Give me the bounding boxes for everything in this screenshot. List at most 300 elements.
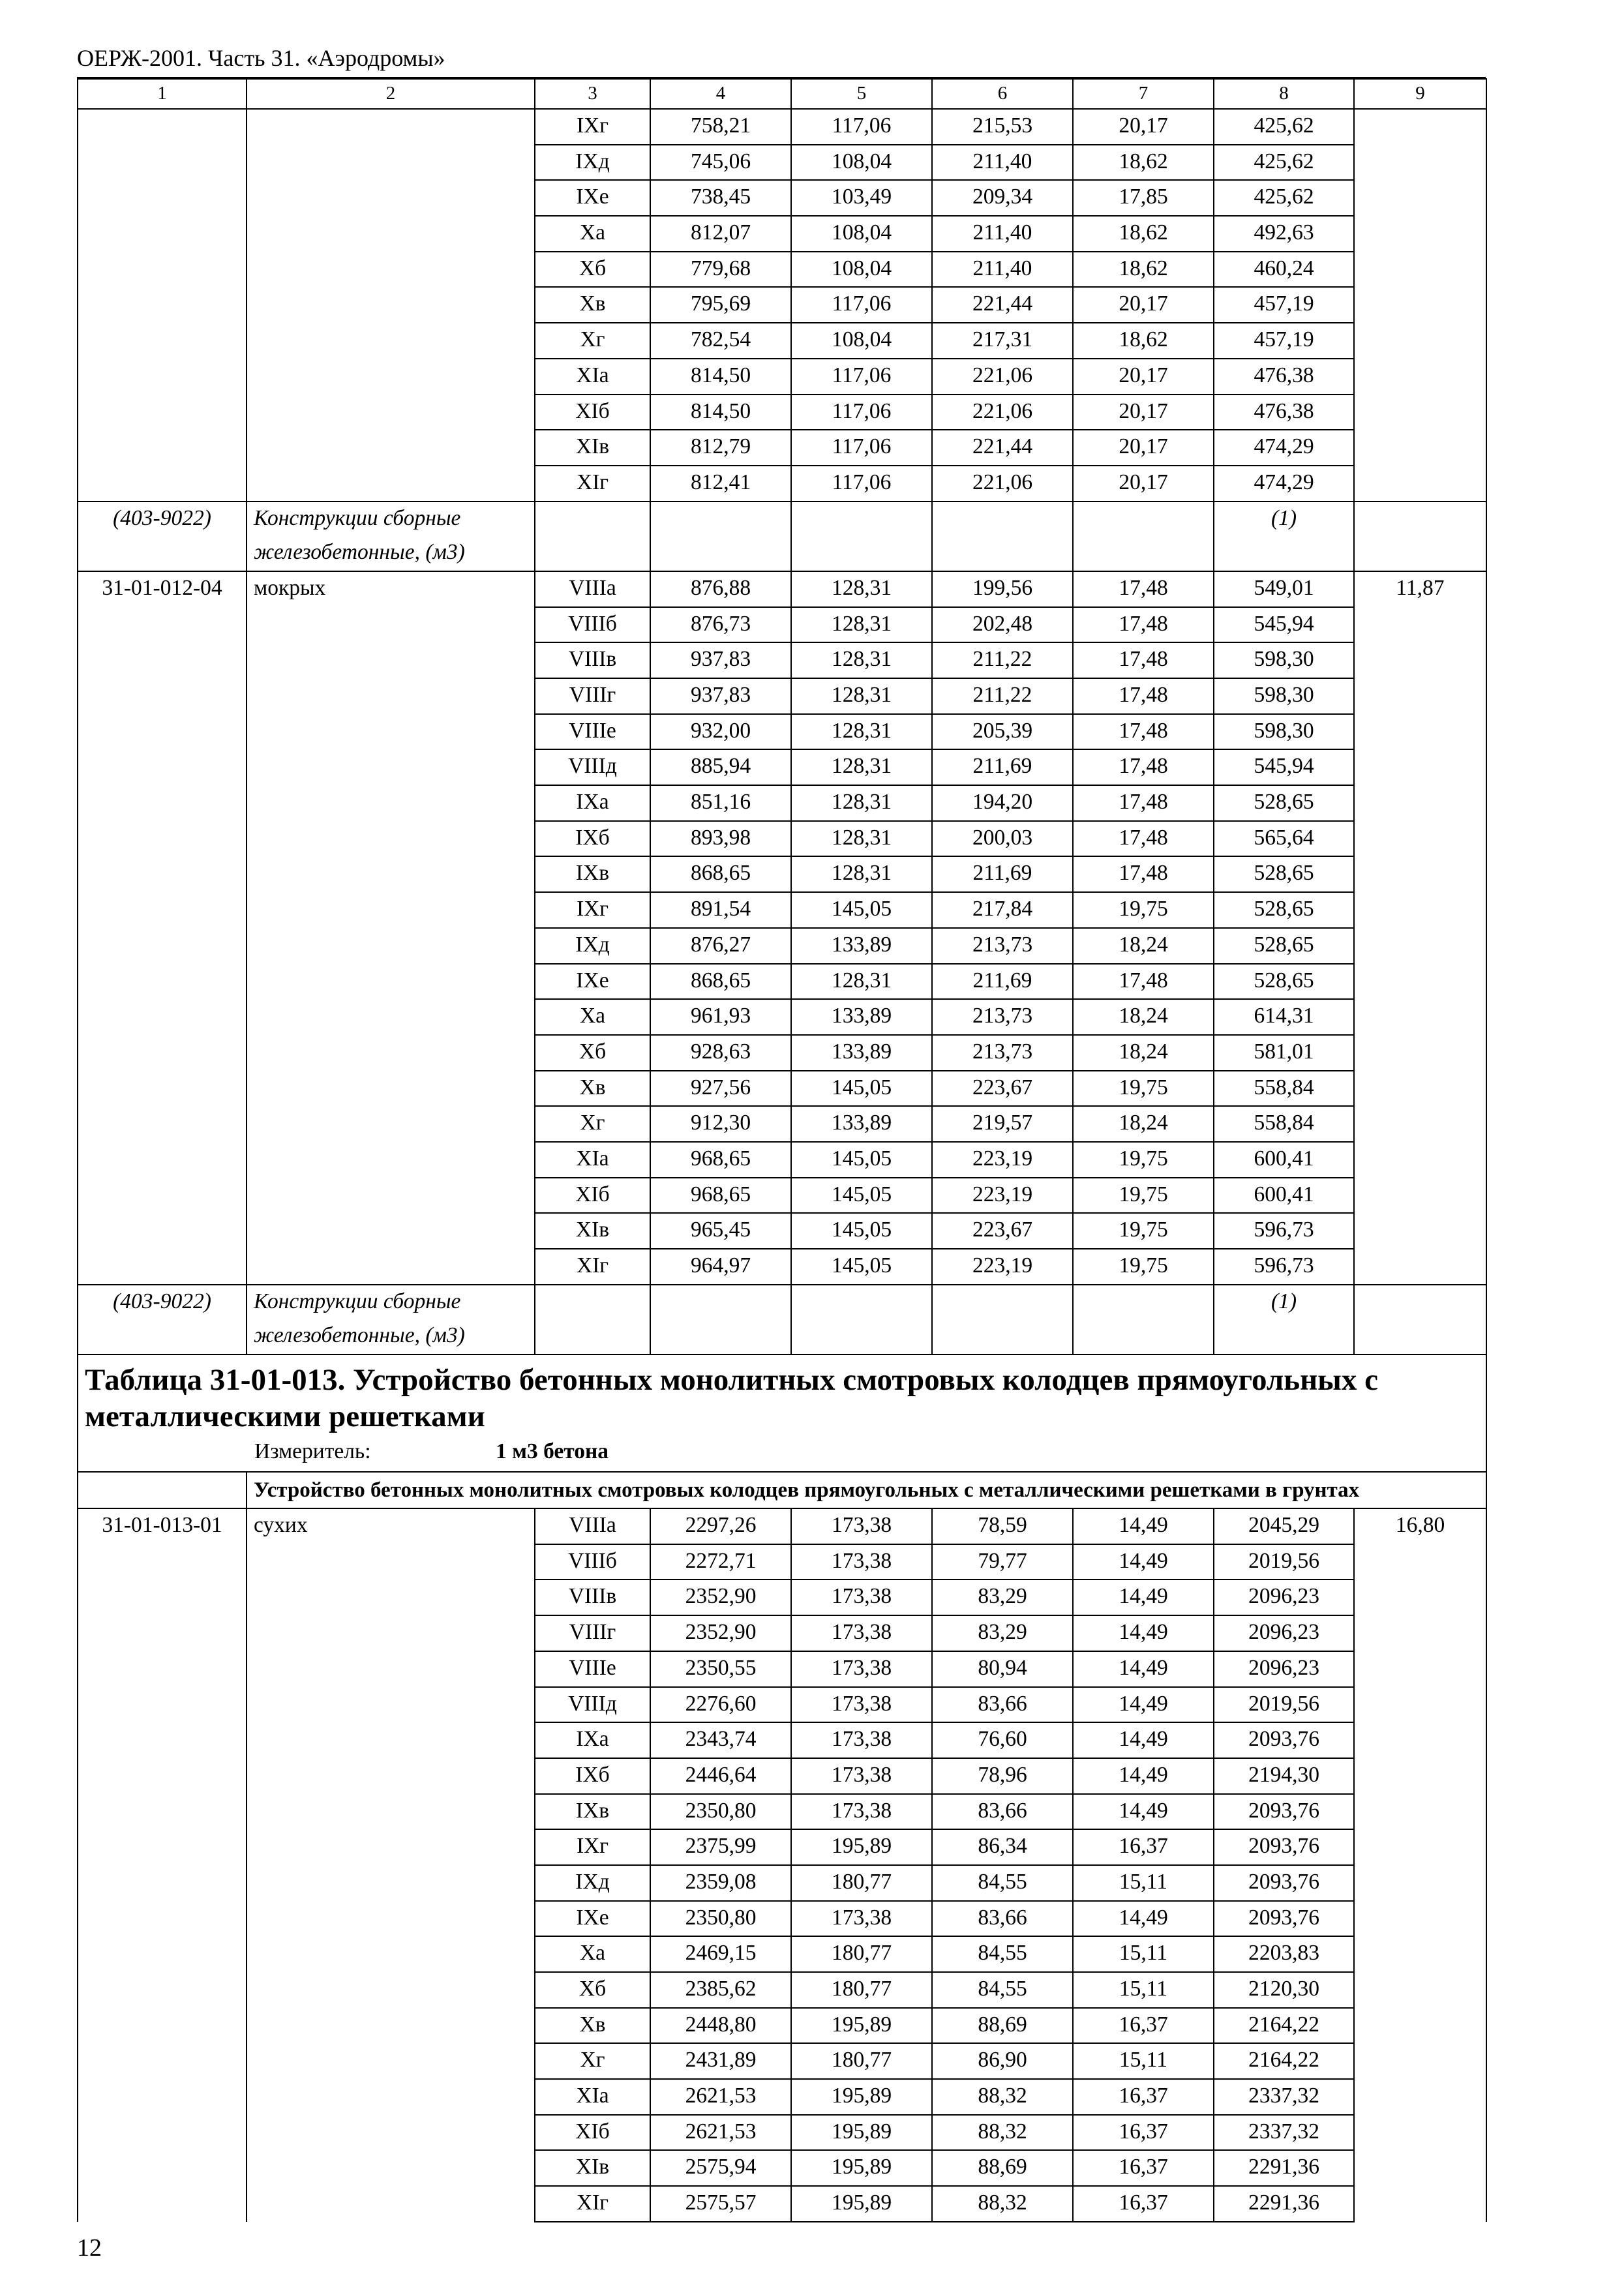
resource-row: [78, 1285, 1486, 1320]
empty-cell: [1214, 536, 1354, 571]
value-cell: 14,49: [1073, 1544, 1214, 1580]
value-cell: 173,38: [791, 1901, 932, 1937]
value-cell: 937,83: [650, 678, 791, 714]
rate-name: [247, 2150, 535, 2186]
column-number: 3: [535, 79, 650, 109]
zone-code: IXв: [535, 1794, 650, 1830]
rate-name: [247, 607, 535, 643]
rate-name: [247, 1615, 535, 1651]
value-cell: 2203,83: [1214, 1936, 1354, 1972]
resource-quantity: (1): [1214, 1285, 1354, 1320]
labor-cost: [1354, 2043, 1486, 2079]
value-cell: 457,19: [1214, 287, 1354, 323]
labor-cost: [1354, 749, 1486, 785]
column-number: 6: [932, 79, 1073, 109]
measure-label: Измеритель:: [254, 1439, 371, 1464]
value-cell: 223,67: [932, 1213, 1073, 1249]
value-cell: 17,48: [1073, 571, 1214, 607]
zone-code: XIв: [535, 2150, 650, 2186]
value-cell: 528,65: [1214, 928, 1354, 964]
value-cell: 17,48: [1073, 714, 1214, 750]
empty-cell: [791, 501, 932, 537]
value-cell: 83,66: [932, 1687, 1073, 1723]
zone-code: Xб: [535, 252, 650, 288]
subtitle-row: [78, 1472, 1486, 1508]
zone-code: XIб: [535, 1178, 650, 1214]
rate-code: [78, 892, 247, 928]
labor-cost: [1354, 2186, 1486, 2222]
value-cell: 217,31: [932, 323, 1073, 359]
value-cell: 528,65: [1214, 856, 1354, 892]
empty-cell: [1073, 1319, 1214, 1354]
rate-name: [247, 287, 535, 323]
value-cell: 812,79: [650, 430, 791, 466]
rate-code: [78, 323, 247, 359]
rate-name: [247, 1829, 535, 1865]
value-cell: 20,17: [1073, 287, 1214, 323]
value-cell: 173,38: [791, 1508, 932, 1544]
measure-row: [78, 1435, 1486, 1472]
value-cell: 180,77: [791, 2043, 932, 2079]
value-cell: 558,84: [1214, 1071, 1354, 1107]
rate-code: [78, 395, 247, 430]
table-row: [78, 1508, 1486, 1544]
value-cell: 16,37: [1073, 2186, 1214, 2222]
resource-name-continued: железобетонные, (м3): [247, 1319, 535, 1354]
value-cell: 211,22: [932, 678, 1073, 714]
value-cell: 2337,32: [1214, 2079, 1354, 2115]
value-cell: 17,48: [1073, 821, 1214, 857]
value-cell: 596,73: [1214, 1249, 1354, 1285]
rate-code: [78, 1901, 247, 1937]
zone-code: XIг: [535, 2186, 650, 2222]
value-cell: 84,55: [932, 1972, 1073, 2008]
rate-code: [78, 2186, 247, 2222]
value-cell: 20,17: [1073, 359, 1214, 395]
value-cell: 78,59: [932, 1508, 1073, 1544]
zone-code: IXб: [535, 1758, 650, 1794]
value-cell: 2350,55: [650, 1651, 791, 1687]
table-row: [78, 678, 1486, 714]
value-cell: 145,05: [791, 1249, 932, 1285]
rate-code: [78, 678, 247, 714]
zone-code: IXа: [535, 785, 650, 821]
rate-code: 31-01-012-04: [78, 571, 247, 607]
rate-name: [247, 1071, 535, 1107]
column-number: 9: [1354, 79, 1486, 109]
rate-name: [247, 1722, 535, 1758]
rate-name: [247, 785, 535, 821]
labor-cost: [1354, 1758, 1486, 1794]
value-cell: 2120,30: [1214, 1972, 1354, 2008]
resource-code: (403-9022): [78, 1285, 247, 1320]
value-cell: 545,94: [1214, 749, 1354, 785]
value-cell: 20,17: [1073, 430, 1214, 466]
table-row: [78, 2150, 1486, 2186]
value-cell: 195,89: [791, 2150, 932, 2186]
labor-cost: [1354, 2150, 1486, 2186]
rate-code: [78, 1579, 247, 1615]
resource-name-continued: железобетонные, (м3): [247, 536, 535, 571]
value-cell: 851,16: [650, 785, 791, 821]
value-cell: 14,49: [1073, 1722, 1214, 1758]
value-cell: 108,04: [791, 252, 932, 288]
rate-name: [247, 1142, 535, 1178]
value-cell: 2045,29: [1214, 1508, 1354, 1544]
empty-cell: [791, 1319, 932, 1354]
value-cell: 474,29: [1214, 430, 1354, 466]
table-row: [78, 1071, 1486, 1107]
zone-code: IXе: [535, 180, 650, 216]
value-cell: 758,21: [650, 109, 791, 145]
value-cell: 885,94: [650, 749, 791, 785]
table-row: [78, 2115, 1486, 2151]
value-cell: 425,62: [1214, 180, 1354, 216]
value-cell: 814,50: [650, 359, 791, 395]
value-cell: 79,77: [932, 1544, 1073, 1580]
value-cell: 600,41: [1214, 1178, 1354, 1214]
value-cell: 16,37: [1073, 2079, 1214, 2115]
value-cell: 194,20: [932, 785, 1073, 821]
column-number: 1: [78, 79, 247, 109]
labor-cost: [1354, 287, 1486, 323]
zone-code: Xг: [535, 2043, 650, 2079]
zone-code: XIг: [535, 466, 650, 501]
value-cell: 738,45: [650, 180, 791, 216]
empty-cell: [650, 1319, 791, 1354]
value-cell: 213,73: [932, 928, 1073, 964]
value-cell: 965,45: [650, 1213, 791, 1249]
rate-name: [247, 2043, 535, 2079]
zone-code: IXб: [535, 821, 650, 857]
rate-code: [78, 252, 247, 288]
zone-code: IXд: [535, 145, 650, 181]
value-cell: 117,06: [791, 109, 932, 145]
value-cell: 600,41: [1214, 1142, 1354, 1178]
value-cell: 84,55: [932, 1865, 1073, 1901]
column-number: 2: [247, 79, 535, 109]
value-cell: 2194,30: [1214, 1758, 1354, 1794]
value-cell: 14,49: [1073, 1579, 1214, 1615]
rate-name: [247, 642, 535, 678]
labor-cost: [1354, 1722, 1486, 1758]
value-cell: 133,89: [791, 1106, 932, 1142]
value-cell: 117,06: [791, 395, 932, 430]
value-cell: 213,73: [932, 999, 1073, 1035]
labor-cost: [1354, 1972, 1486, 2008]
empty-cell: [791, 1285, 932, 1320]
value-cell: 17,48: [1073, 678, 1214, 714]
rate-code: [78, 1178, 247, 1214]
rate-name: [247, 252, 535, 288]
value-cell: 133,89: [791, 928, 932, 964]
table-row: [78, 749, 1486, 785]
rate-name: [247, 145, 535, 181]
rate-name: [247, 359, 535, 395]
rate-name: [247, 2079, 535, 2115]
value-cell: 88,32: [932, 2186, 1073, 2222]
rate-name: [247, 180, 535, 216]
value-cell: 596,73: [1214, 1213, 1354, 1249]
value-cell: 598,30: [1214, 678, 1354, 714]
rate-code: [78, 2043, 247, 2079]
value-cell: 2385,62: [650, 1972, 791, 2008]
value-cell: 195,89: [791, 1829, 932, 1865]
value-cell: 14,49: [1073, 1901, 1214, 1937]
page-header: [77, 42, 1486, 79]
value-cell: 2350,80: [650, 1901, 791, 1937]
rate-name: [247, 2115, 535, 2151]
table-row: [78, 1579, 1486, 1615]
table-row: [78, 785, 1486, 821]
rate-code: [78, 607, 247, 643]
value-cell: 211,69: [932, 749, 1073, 785]
zone-code: IXд: [535, 1865, 650, 1901]
value-cell: 88,69: [932, 2150, 1073, 2186]
empty-cell: [78, 1472, 247, 1508]
value-cell: 745,06: [650, 145, 791, 181]
rate-code: [78, 216, 247, 252]
value-cell: 128,31: [791, 749, 932, 785]
labor-cost: [1354, 1615, 1486, 1651]
labor-cost: [1354, 180, 1486, 216]
rate-code: [78, 964, 247, 1000]
resource-row-continued: [78, 1319, 1486, 1354]
value-cell: 108,04: [791, 323, 932, 359]
column-number: 8: [1214, 79, 1354, 109]
zone-code: XIб: [535, 395, 650, 430]
empty-cell: [1214, 1319, 1354, 1354]
labor-cost: [1354, 466, 1486, 501]
column-number: 7: [1073, 79, 1214, 109]
value-cell: 128,31: [791, 678, 932, 714]
rate-name: [247, 216, 535, 252]
value-cell: 209,34: [932, 180, 1073, 216]
zone-code: VIIIб: [535, 607, 650, 643]
table-row: [78, 2008, 1486, 2044]
value-cell: 868,65: [650, 856, 791, 892]
rate-name: [247, 1758, 535, 1794]
labor-cost: [1354, 1687, 1486, 1723]
value-cell: 173,38: [791, 1722, 932, 1758]
value-cell: 15,11: [1073, 1972, 1214, 2008]
value-cell: 614,31: [1214, 999, 1354, 1035]
value-cell: 2448,80: [650, 2008, 791, 2044]
rate-name: [247, 1035, 535, 1071]
value-cell: 195,89: [791, 2079, 932, 2115]
zone-code: Xв: [535, 1071, 650, 1107]
value-cell: 14,49: [1073, 1508, 1214, 1544]
labor-cost: [1354, 642, 1486, 678]
zone-code: VIIIа: [535, 1508, 650, 1544]
rate-name: [247, 466, 535, 501]
zone-code: XIв: [535, 1213, 650, 1249]
value-cell: 814,50: [650, 395, 791, 430]
value-cell: 964,97: [650, 1249, 791, 1285]
labor-cost: [1354, 1865, 1486, 1901]
value-cell: 173,38: [791, 1758, 932, 1794]
rate-code: [78, 821, 247, 857]
value-cell: 86,90: [932, 2043, 1073, 2079]
value-cell: 2093,76: [1214, 1865, 1354, 1901]
empty-cell: [650, 501, 791, 537]
column-number: 5: [791, 79, 932, 109]
value-cell: 14,49: [1073, 1758, 1214, 1794]
labor-cost: [1354, 856, 1486, 892]
value-cell: 932,00: [650, 714, 791, 750]
value-cell: 2096,23: [1214, 1651, 1354, 1687]
table-row: [78, 1865, 1486, 1901]
value-cell: 145,05: [791, 1178, 932, 1214]
empty-cell: [1354, 536, 1486, 571]
rate-name: [247, 1249, 535, 1285]
value-cell: 598,30: [1214, 642, 1354, 678]
rate-name: [247, 1936, 535, 1972]
value-cell: 937,83: [650, 642, 791, 678]
table-row: [78, 395, 1486, 430]
value-cell: 2352,90: [650, 1579, 791, 1615]
zone-code: XIг: [535, 1249, 650, 1285]
value-cell: 19,75: [1073, 1249, 1214, 1285]
value-cell: 18,62: [1073, 216, 1214, 252]
value-cell: 2164,22: [1214, 2008, 1354, 2044]
empty-cell: [1073, 501, 1214, 537]
resource-row-continued: [78, 536, 1486, 571]
labor-cost: [1354, 1579, 1486, 1615]
rate-name: мокрых: [247, 571, 535, 607]
zone-code: VIIIг: [535, 1615, 650, 1651]
table-row: [78, 323, 1486, 359]
zone-code: XIа: [535, 1142, 650, 1178]
value-cell: 2019,56: [1214, 1544, 1354, 1580]
value-cell: 223,19: [932, 1249, 1073, 1285]
labor-cost: [1354, 1544, 1486, 1580]
value-cell: 795,69: [650, 287, 791, 323]
zone-code: VIIIе: [535, 1651, 650, 1687]
rate-code: [78, 2150, 247, 2186]
value-cell: 200,03: [932, 821, 1073, 857]
value-cell: 78,96: [932, 1758, 1073, 1794]
rate-name: [247, 1794, 535, 1830]
measure-value: 1 м3 бетона: [496, 1439, 609, 1464]
resource-name: Конструкции сборные: [247, 501, 535, 537]
value-cell: 2272,71: [650, 1544, 791, 1580]
value-cell: 2291,36: [1214, 2186, 1354, 2222]
value-cell: 215,53: [932, 109, 1073, 145]
rate-code: [78, 430, 247, 466]
resource-quantity: (1): [1214, 501, 1354, 537]
labor-cost: 11,87: [1354, 571, 1486, 607]
value-cell: 128,31: [791, 856, 932, 892]
value-cell: 2337,32: [1214, 2115, 1354, 2151]
labor-cost: [1354, 323, 1486, 359]
table-row: [78, 1972, 1486, 2008]
page-number: 12: [77, 2234, 102, 2262]
labor-cost: [1354, 430, 1486, 466]
rate-name: [247, 999, 535, 1035]
value-cell: 17,48: [1073, 856, 1214, 892]
table-row: [78, 999, 1486, 1035]
value-cell: 876,27: [650, 928, 791, 964]
value-cell: 2446,64: [650, 1758, 791, 1794]
table-row: [78, 1794, 1486, 1830]
value-cell: 2621,53: [650, 2115, 791, 2151]
labor-cost: [1354, 1829, 1486, 1865]
table-row: [78, 216, 1486, 252]
value-cell: 961,93: [650, 999, 791, 1035]
value-cell: 16,37: [1073, 1829, 1214, 1865]
value-cell: 83,29: [932, 1579, 1073, 1615]
value-cell: 133,89: [791, 1035, 932, 1071]
labor-cost: [1354, 1249, 1486, 1285]
value-cell: 14,49: [1073, 1651, 1214, 1687]
zone-code: XIб: [535, 2115, 650, 2151]
value-cell: 912,30: [650, 1106, 791, 1142]
labor-cost: [1354, 395, 1486, 430]
value-cell: 893,98: [650, 821, 791, 857]
value-cell: 492,63: [1214, 216, 1354, 252]
rate-code: [78, 1936, 247, 1972]
rate-name: [247, 892, 535, 928]
value-cell: 180,77: [791, 1936, 932, 1972]
empty-cell: [1354, 1319, 1486, 1354]
value-cell: 968,65: [650, 1142, 791, 1178]
table-row: [78, 928, 1486, 964]
zone-code: IXв: [535, 856, 650, 892]
value-cell: 868,65: [650, 964, 791, 1000]
zone-code: Xг: [535, 1106, 650, 1142]
labor-cost: 16,80: [1354, 1508, 1486, 1544]
value-cell: 16,37: [1073, 2150, 1214, 2186]
value-cell: 128,31: [791, 571, 932, 607]
value-cell: 476,38: [1214, 359, 1354, 395]
value-cell: 221,06: [932, 395, 1073, 430]
value-cell: 19,75: [1073, 1178, 1214, 1214]
value-cell: 17,48: [1073, 964, 1214, 1000]
rate-code: [78, 785, 247, 821]
value-cell: 17,48: [1073, 607, 1214, 643]
value-cell: 2352,90: [650, 1615, 791, 1651]
value-cell: 180,77: [791, 1865, 932, 1901]
table-row: [78, 1615, 1486, 1651]
value-cell: 217,84: [932, 892, 1073, 928]
rate-name: [247, 323, 535, 359]
value-cell: 211,40: [932, 145, 1073, 181]
value-cell: 15,11: [1073, 1936, 1214, 1972]
rate-name: [247, 1544, 535, 1580]
empty-cell: [932, 1285, 1073, 1320]
value-cell: 117,06: [791, 359, 932, 395]
labor-cost: [1354, 964, 1486, 1000]
table-row: [78, 109, 1486, 145]
rate-code: [78, 999, 247, 1035]
value-cell: 223,67: [932, 1071, 1073, 1107]
value-cell: 16,37: [1073, 2008, 1214, 2044]
value-cell: 928,63: [650, 1035, 791, 1071]
rate-code: [78, 1142, 247, 1178]
value-cell: 180,77: [791, 1972, 932, 2008]
rates-table-body: [78, 79, 1486, 2222]
labor-cost: [1354, 2008, 1486, 2044]
value-cell: 2469,15: [650, 1936, 791, 1972]
rate-name: [247, 1213, 535, 1249]
value-cell: 17,48: [1073, 785, 1214, 821]
empty-cell: [1354, 1285, 1486, 1320]
rate-code: [78, 109, 247, 145]
value-cell: 195,89: [791, 2115, 932, 2151]
value-cell: 565,64: [1214, 821, 1354, 857]
value-cell: 88,32: [932, 2115, 1073, 2151]
